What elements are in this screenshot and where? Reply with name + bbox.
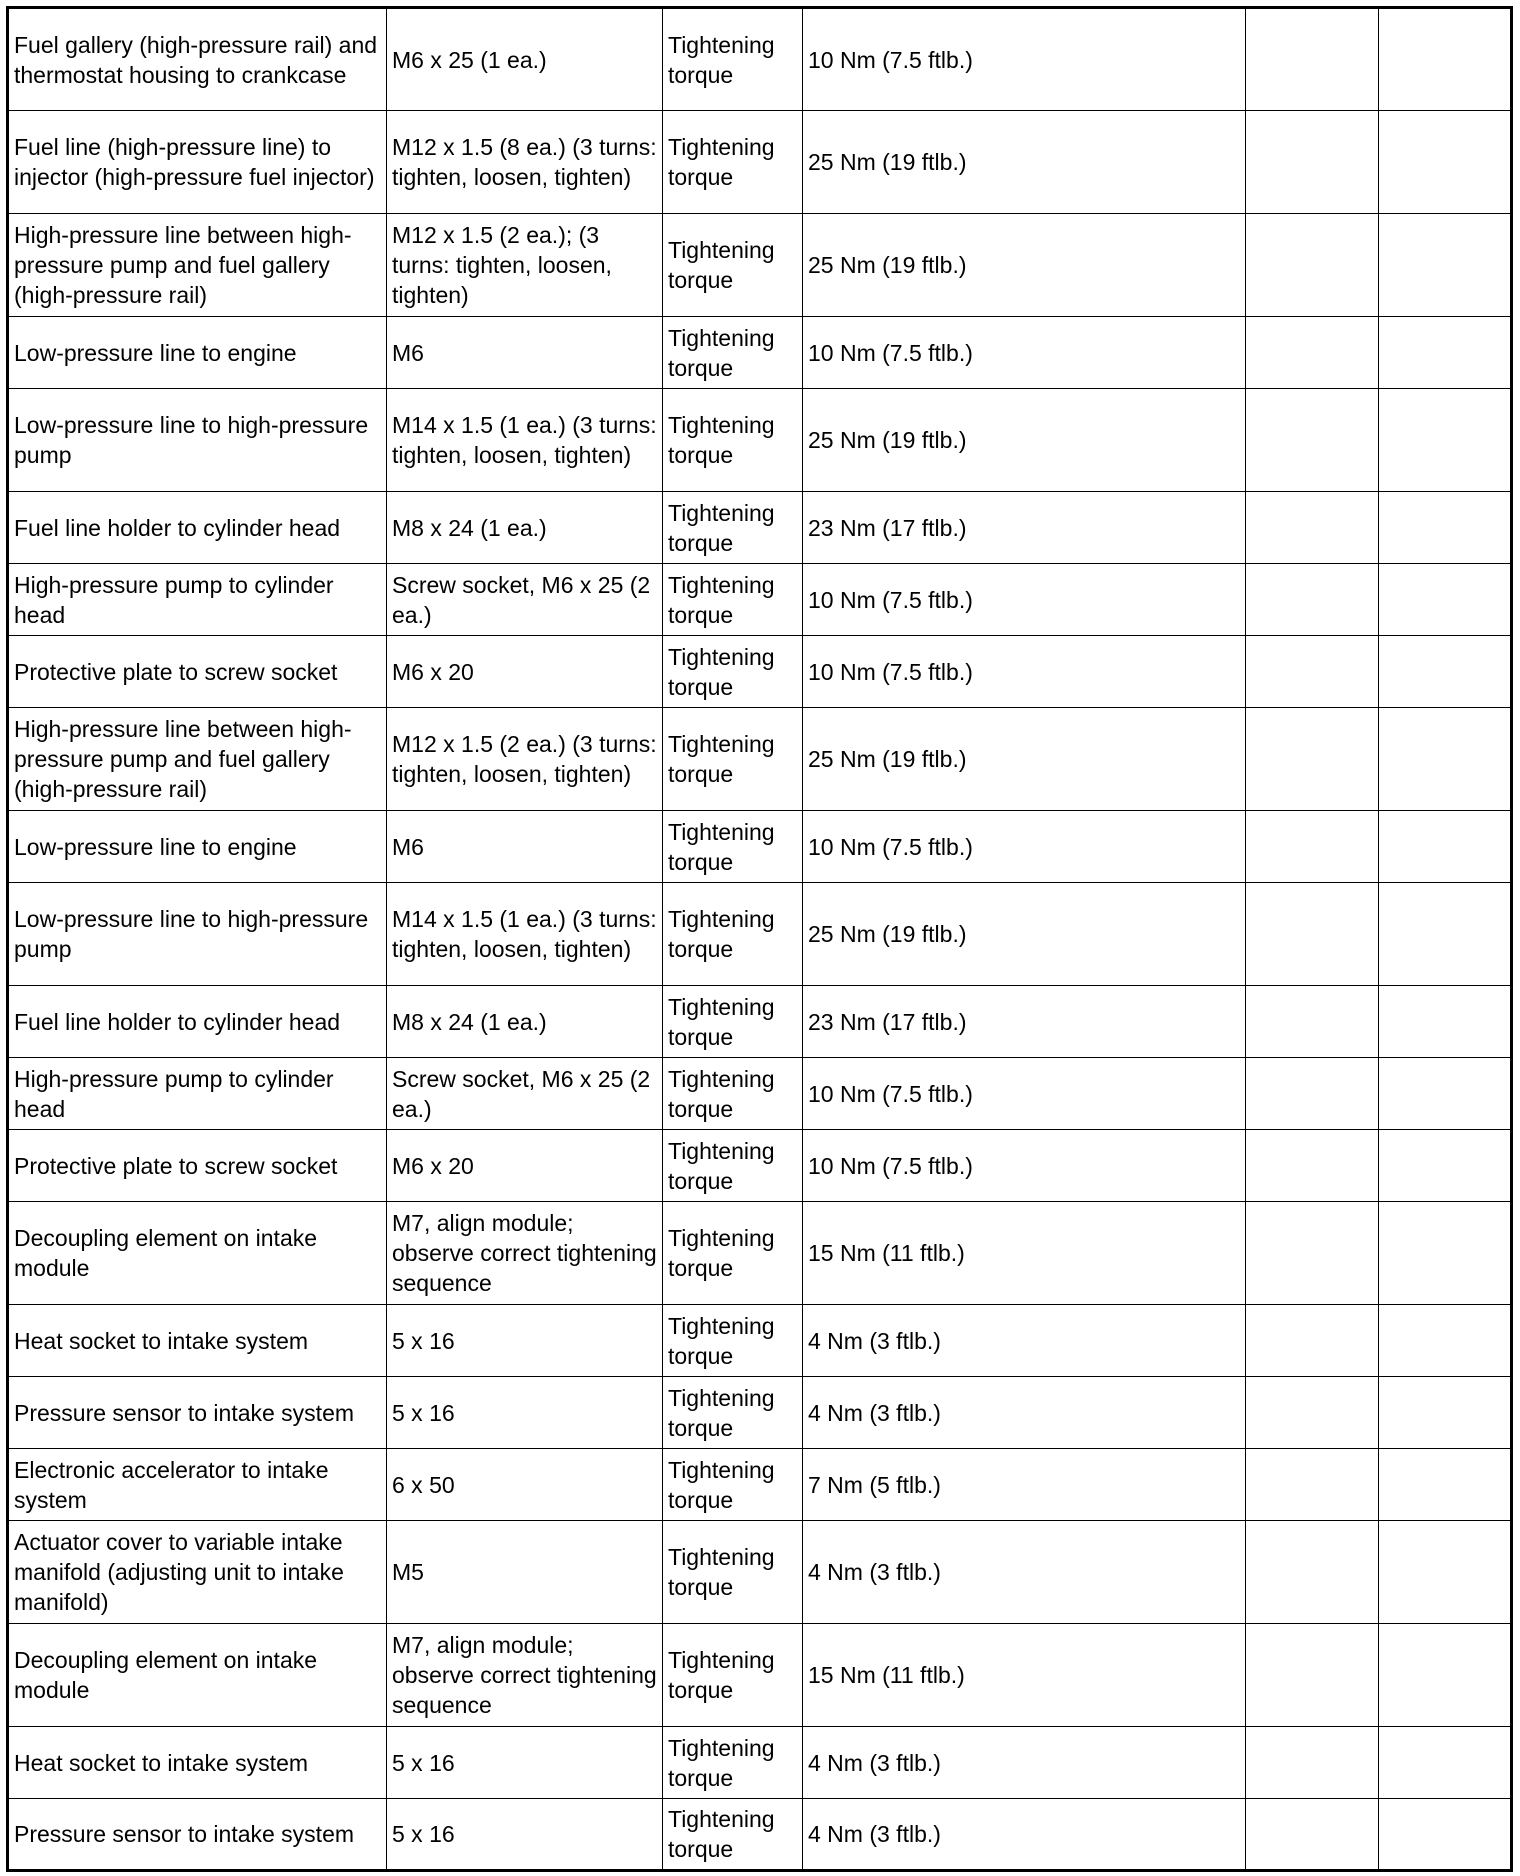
fastener-cell: 5 x 16 <box>387 1305 663 1377</box>
component-cell: Fuel gallery (high-pressure rail) and thermostat housing to crankcase <box>8 8 387 111</box>
table-row <box>8 1202 1512 1305</box>
blank-cell <box>1246 883 1379 986</box>
torque-value-cell: 15 Nm (11 ftlb.) <box>803 1202 1246 1305</box>
component-cell: Fuel line (high-pressure line) to injector (high-pressure fuel injector) <box>8 111 387 214</box>
fastener-cell: M14 x 1.5 (1 ea.) (3 turns: tighten, loosen, tighten) <box>387 389 663 492</box>
table-row <box>8 214 1512 317</box>
table-row <box>8 1377 1512 1449</box>
table-row <box>8 1130 1512 1202</box>
spec-type-cell: Tightening torque <box>663 214 803 317</box>
blank-cell <box>1379 1521 1512 1624</box>
table-row <box>8 1521 1512 1624</box>
component-cell: Fuel line holder to cylinder head <box>8 492 387 564</box>
component-cell: Heat socket to intake system <box>8 1727 387 1799</box>
blank-cell <box>1379 1449 1512 1521</box>
spec-type-cell: Tightening torque <box>663 1521 803 1624</box>
blank-cell <box>1246 1130 1379 1202</box>
blank-cell <box>1379 492 1512 564</box>
spec-type-cell: Tightening torque <box>663 564 803 636</box>
blank-cell <box>1246 1058 1379 1130</box>
component-cell: High-pressure line between high-pressure pump and fuel gallery (high-pressure rail) <box>8 214 387 317</box>
table-row <box>8 811 1512 883</box>
component-cell: Low-pressure line to engine <box>8 317 387 389</box>
table-body <box>8 8 1512 1871</box>
blank-cell <box>1246 1449 1379 1521</box>
component-cell: High-pressure pump to cylinder head <box>8 1058 387 1130</box>
torque-spec-document <box>6 6 1513 1872</box>
table-row <box>8 636 1512 708</box>
torque-value-cell: 25 Nm (19 ftlb.) <box>803 389 1246 492</box>
component-cell: High-pressure line between high-pressure pump and fuel gallery (high-pressure rail) <box>8 708 387 811</box>
fastener-cell: M12 x 1.5 (2 ea.); (3 turns: tighten, loosen, tighten) <box>387 214 663 317</box>
blank-cell <box>1379 708 1512 811</box>
component-cell: Electronic accelerator to intake system <box>8 1449 387 1521</box>
table-row <box>8 1305 1512 1377</box>
spec-type-cell: Tightening torque <box>663 1305 803 1377</box>
fastener-cell: M5 <box>387 1521 663 1624</box>
torque-value-cell: 10 Nm (7.5 ftlb.) <box>803 564 1246 636</box>
fastener-cell: M6 x 25 (1 ea.) <box>387 8 663 111</box>
spec-type-cell: Tightening torque <box>663 8 803 111</box>
fastener-cell: 5 x 16 <box>387 1377 663 1449</box>
torque-value-cell: 23 Nm (17 ftlb.) <box>803 492 1246 564</box>
blank-cell <box>1246 317 1379 389</box>
torque-value-cell: 4 Nm (3 ftlb.) <box>803 1727 1246 1799</box>
blank-cell <box>1246 1202 1379 1305</box>
fastener-cell: M6 <box>387 811 663 883</box>
spec-type-cell: Tightening torque <box>663 317 803 389</box>
blank-cell <box>1379 883 1512 986</box>
table-row <box>8 1799 1512 1871</box>
table-row <box>8 389 1512 492</box>
fastener-cell: 6 x 50 <box>387 1449 663 1521</box>
spec-type-cell: Tightening torque <box>663 708 803 811</box>
blank-cell <box>1246 1521 1379 1624</box>
table-row <box>8 111 1512 214</box>
component-cell: Decoupling element on intake module <box>8 1624 387 1727</box>
spec-type-cell: Tightening torque <box>663 1449 803 1521</box>
blank-cell <box>1246 1799 1379 1871</box>
blank-cell <box>1246 708 1379 811</box>
blank-cell <box>1379 389 1512 492</box>
table-row <box>8 1624 1512 1727</box>
spec-type-cell: Tightening torque <box>663 1202 803 1305</box>
blank-cell <box>1379 986 1512 1058</box>
fastener-cell: Screw socket, M6 x 25 (2 ea.) <box>387 564 663 636</box>
fastener-cell: M7, align module; observe correct tightening sequence <box>387 1202 663 1305</box>
torque-value-cell: 25 Nm (19 ftlb.) <box>803 111 1246 214</box>
fastener-cell: M12 x 1.5 (8 ea.) (3 turns: tighten, loosen, tighten) <box>387 111 663 214</box>
blank-cell <box>1246 986 1379 1058</box>
spec-type-cell: Tightening torque <box>663 1727 803 1799</box>
spec-type-cell: Tightening torque <box>663 1130 803 1202</box>
blank-cell <box>1379 1058 1512 1130</box>
blank-cell <box>1379 8 1512 111</box>
spec-type-cell: Tightening torque <box>663 636 803 708</box>
blank-cell <box>1379 111 1512 214</box>
fastener-cell: M14 x 1.5 (1 ea.) (3 turns: tighten, loosen, tighten) <box>387 883 663 986</box>
blank-cell <box>1246 811 1379 883</box>
blank-cell <box>1379 1624 1512 1727</box>
table-row <box>8 1058 1512 1130</box>
component-cell: Decoupling element on intake module <box>8 1202 387 1305</box>
fastener-cell: M12 x 1.5 (2 ea.) (3 turns: tighten, loosen, tighten) <box>387 708 663 811</box>
fastener-cell: M6 x 20 <box>387 1130 663 1202</box>
table-row <box>8 8 1512 111</box>
blank-cell <box>1379 1305 1512 1377</box>
fastener-cell: M7, align module; observe correct tightening sequence <box>387 1624 663 1727</box>
component-cell: Low-pressure line to engine <box>8 811 387 883</box>
torque-value-cell: 10 Nm (7.5 ftlb.) <box>803 811 1246 883</box>
fastener-cell: M8 x 24 (1 ea.) <box>387 492 663 564</box>
fastener-cell: M6 x 20 <box>387 636 663 708</box>
spec-type-cell: Tightening torque <box>663 389 803 492</box>
spec-type-cell: Tightening torque <box>663 1377 803 1449</box>
fastener-cell: 5 x 16 <box>387 1727 663 1799</box>
blank-cell <box>1246 8 1379 111</box>
blank-cell <box>1246 564 1379 636</box>
component-cell: Low-pressure line to high-pressure pump <box>8 389 387 492</box>
component-cell: Pressure sensor to intake system <box>8 1377 387 1449</box>
component-cell: Fuel line holder to cylinder head <box>8 986 387 1058</box>
torque-value-cell: 25 Nm (19 ftlb.) <box>803 214 1246 317</box>
blank-cell <box>1246 1305 1379 1377</box>
torque-value-cell: 10 Nm (7.5 ftlb.) <box>803 317 1246 389</box>
blank-cell <box>1379 1799 1512 1871</box>
blank-cell <box>1246 1727 1379 1799</box>
torque-value-cell: 25 Nm (19 ftlb.) <box>803 883 1246 986</box>
component-cell: Pressure sensor to intake system <box>8 1799 387 1871</box>
spec-type-cell: Tightening torque <box>663 1058 803 1130</box>
torque-value-cell: 10 Nm (7.5 ftlb.) <box>803 1058 1246 1130</box>
fastener-cell: 5 x 16 <box>387 1799 663 1871</box>
blank-cell <box>1246 636 1379 708</box>
spec-type-cell: Tightening torque <box>663 1799 803 1871</box>
table-row <box>8 492 1512 564</box>
blank-cell <box>1246 1624 1379 1727</box>
component-cell: Low-pressure line to high-pressure pump <box>8 883 387 986</box>
torque-value-cell: 10 Nm (7.5 ftlb.) <box>803 8 1246 111</box>
torque-value-cell: 23 Nm (17 ftlb.) <box>803 986 1246 1058</box>
component-cell: Actuator cover to variable intake manifold (adjusting unit to intake manifold) <box>8 1521 387 1624</box>
blank-cell <box>1246 111 1379 214</box>
blank-cell <box>1379 1202 1512 1305</box>
component-cell: Heat socket to intake system <box>8 1305 387 1377</box>
table-row <box>8 564 1512 636</box>
spec-type-cell: Tightening torque <box>663 492 803 564</box>
component-cell: Protective plate to screw socket <box>8 1130 387 1202</box>
table-row <box>8 708 1512 811</box>
blank-cell <box>1246 214 1379 317</box>
table-row <box>8 1449 1512 1521</box>
torque-value-cell: 4 Nm (3 ftlb.) <box>803 1521 1246 1624</box>
torque-value-cell: 4 Nm (3 ftlb.) <box>803 1799 1246 1871</box>
blank-cell <box>1379 1727 1512 1799</box>
torque-value-cell: 4 Nm (3 ftlb.) <box>803 1305 1246 1377</box>
torque-spec-table <box>6 6 1513 1872</box>
blank-cell <box>1379 1377 1512 1449</box>
torque-value-cell: 15 Nm (11 ftlb.) <box>803 1624 1246 1727</box>
blank-cell <box>1379 564 1512 636</box>
blank-cell <box>1246 492 1379 564</box>
torque-value-cell: 25 Nm (19 ftlb.) <box>803 708 1246 811</box>
blank-cell <box>1246 1377 1379 1449</box>
torque-value-cell: 7 Nm (5 ftlb.) <box>803 1449 1246 1521</box>
table-row <box>8 1727 1512 1799</box>
blank-cell <box>1379 811 1512 883</box>
blank-cell <box>1379 214 1512 317</box>
blank-cell <box>1379 317 1512 389</box>
blank-cell <box>1246 389 1379 492</box>
table-row <box>8 986 1512 1058</box>
table-row <box>8 883 1512 986</box>
table-row <box>8 317 1512 389</box>
spec-type-cell: Tightening torque <box>663 811 803 883</box>
component-cell: Protective plate to screw socket <box>8 636 387 708</box>
blank-cell <box>1379 1130 1512 1202</box>
spec-type-cell: Tightening torque <box>663 1624 803 1727</box>
spec-type-cell: Tightening torque <box>663 986 803 1058</box>
torque-value-cell: 4 Nm (3 ftlb.) <box>803 1377 1246 1449</box>
spec-type-cell: Tightening torque <box>663 883 803 986</box>
blank-cell <box>1379 636 1512 708</box>
fastener-cell: M8 x 24 (1 ea.) <box>387 986 663 1058</box>
component-cell: High-pressure pump to cylinder head <box>8 564 387 636</box>
fastener-cell: Screw socket, M6 x 25 (2 ea.) <box>387 1058 663 1130</box>
spec-type-cell: Tightening torque <box>663 111 803 214</box>
torque-value-cell: 10 Nm (7.5 ftlb.) <box>803 1130 1246 1202</box>
torque-value-cell: 10 Nm (7.5 ftlb.) <box>803 636 1246 708</box>
fastener-cell: M6 <box>387 317 663 389</box>
